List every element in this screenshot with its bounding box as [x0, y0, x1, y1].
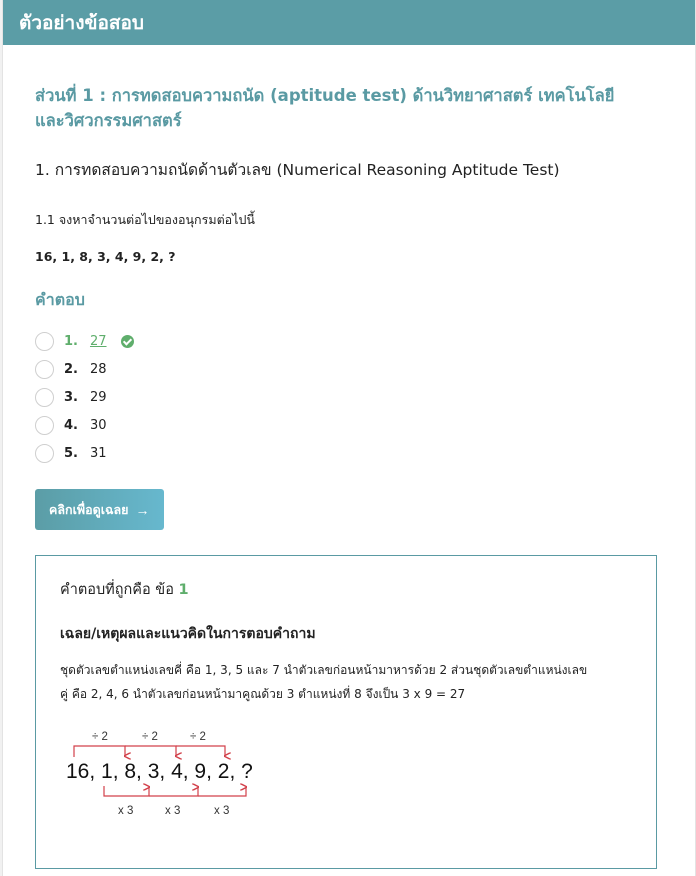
option-value: 30: [89, 417, 107, 433]
option-value: 27: [89, 333, 107, 349]
multiply-arrow-3: [198, 787, 246, 796]
divide-arrow-1: [74, 746, 125, 757]
radio-option-2[interactable]: [35, 360, 54, 379]
explanation-title: เฉลย/เหตุผลและแนวคิดในการตอบคำถาม: [60, 626, 316, 642]
explanation-line-1: ชุดตัวเลขตำแหน่งเลขคี่ คือ 1, 3, 5 และ 7 นำตัวเลขก่อนหน้ามาหารด้วย 2 ส่วนชุดตัวเลขตำแหน่งเลข: [60, 663, 588, 677]
question-sequence: 16, 1, 8, 3, 4, 9, 2, ?: [35, 249, 176, 264]
option-number: 5.: [64, 445, 78, 461]
multiply-arrow-1: [104, 786, 149, 796]
divide-arrow-2: [125, 746, 176, 756]
correct-answer-number: 1: [178, 582, 189, 598]
option-value: 28: [89, 361, 107, 377]
option-3[interactable]: [35, 383, 695, 411]
multiply-label-2: x 3: [165, 805, 181, 817]
divide-label-3: ÷ 2: [190, 731, 206, 743]
divide-brackets: [74, 746, 225, 757]
radio-option-1[interactable]: [35, 332, 54, 351]
multiply-label-3: x 3: [214, 805, 230, 817]
main-content: [3, 83, 695, 869]
divide-label-2: ÷ 2: [142, 731, 158, 743]
answer-options: [35, 327, 695, 467]
radio-option-3[interactable]: [35, 388, 54, 407]
option-number: 3.: [64, 389, 78, 405]
option-number: 4.: [64, 417, 78, 433]
radio-option-4[interactable]: [35, 416, 54, 435]
option-4[interactable]: [35, 411, 695, 439]
option-2[interactable]: [35, 355, 695, 383]
radio-option-5[interactable]: [35, 444, 54, 463]
question-text: 1.1 จงหาจำนวนต่อไปของอนุกรมต่อไปนี้: [35, 212, 255, 227]
correct-answer-line: [60, 578, 634, 601]
correct-answer-prefix: คำตอบที่ถูกคือ ข้อ: [60, 582, 174, 598]
option-value: 29: [89, 389, 107, 405]
page-header: [3, 0, 695, 45]
check-circle-icon: [121, 335, 134, 348]
multiply-label-1: x 3: [118, 805, 134, 817]
explanation-text: [60, 658, 634, 706]
explanation-line-2: คู่ คือ 2, 4, 6 นำตัวเลขก่อนหน้ามาคูณด้วย 3 ตำแหน่งที่ 8 จึงเป็น 3 x 9 = 27: [60, 687, 466, 701]
page-frame: [2, 0, 696, 876]
option-value: 31: [89, 445, 107, 461]
section-title: ส่วนที่ 1 : การทดสอบความถนัด (aptitude test) ด้านวิทยาศาสตร์ เทคโนโลยี และวิศวกรรมศาสตร์: [35, 86, 615, 130]
answer-heading: คำตอบ: [35, 290, 85, 309]
subsection-title: 1. การทดสอบความถนัดด้านตัวเลข (Numerical Reasoning Aptitude Test): [35, 161, 560, 179]
divide-label-1: ÷ 2: [92, 731, 108, 743]
sequence-diagram: [62, 724, 292, 824]
multiply-arrow-2: [149, 787, 198, 796]
page-title: ตัวอย่างข้อสอบ: [19, 11, 144, 34]
option-5[interactable]: [35, 439, 695, 467]
show-solution-label: คลิกเพื่อดูเฉลย: [49, 502, 129, 517]
option-number: 1.: [64, 333, 78, 349]
solution-box: [35, 555, 657, 869]
arrow-right-icon: →: [135, 501, 150, 518]
divide-arrow-3: [176, 746, 225, 756]
diagram-sequence: 16, 1, 8, 3, 4, 9, 2, ?: [66, 760, 253, 783]
multiply-brackets: [104, 786, 246, 796]
option-number: 2.: [64, 361, 78, 377]
option-1[interactable]: [35, 327, 695, 355]
show-solution-button[interactable]: [35, 489, 164, 530]
